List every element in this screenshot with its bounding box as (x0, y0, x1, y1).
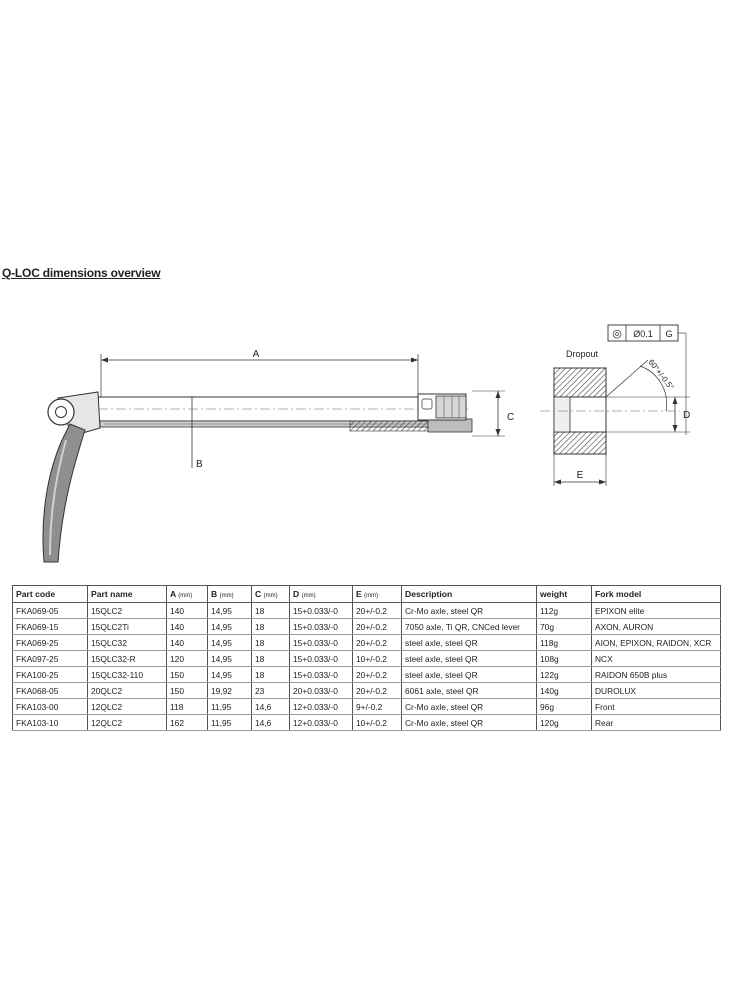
cell-e: 10+/-0.2 (353, 715, 402, 731)
cell-a: 120 (167, 651, 208, 667)
cell-c: 14,6 (252, 715, 290, 731)
concentricity-icon: ◎ (612, 328, 622, 340)
col-header-a: A (mm) (167, 586, 208, 603)
cell-description: Cr-Mo axle, steel QR (402, 603, 537, 619)
tolerance-frame (608, 325, 686, 435)
cell-d: 12+0.033/-0 (290, 699, 353, 715)
cell-description: Cr-Mo axle, steel QR (402, 715, 537, 731)
cell-description: steel axle, steel QR (402, 651, 537, 667)
cell-weight: 122g (537, 667, 592, 683)
cell-fork-model: DUROLUX (592, 683, 721, 699)
cell-d: 15+0.033/-0 (290, 635, 353, 651)
cell-description: steel axle, steel QR (402, 667, 537, 683)
col-header-part-name: Part name (88, 586, 167, 603)
cell-fork-model: RAIDON 650B plus (592, 667, 721, 683)
cell-part-name: 12QLC2 (88, 715, 167, 731)
cell-fork-model: EPIXON elite (592, 603, 721, 619)
cell-weight: 120g (537, 715, 592, 731)
dimension-e-label: E (576, 470, 584, 481)
table-row (13, 619, 721, 635)
cell-a: 140 (167, 635, 208, 651)
cell-fork-model: AXON, AURON (592, 619, 721, 635)
col-header-fork-model: Fork model (592, 586, 721, 603)
cell-c: 18 (252, 635, 290, 651)
cell-a: 140 (167, 603, 208, 619)
table-row (13, 651, 721, 667)
cell-fork-model: Front (592, 699, 721, 715)
cell-a: 150 (167, 667, 208, 683)
dropout-label: Dropout (566, 349, 599, 359)
cell-fork-model: Rear (592, 715, 721, 731)
cell-weight: 112g (537, 603, 592, 619)
cell-part-name: 15QLC32 (88, 635, 167, 651)
cell-part-name: 15QLC2Ti (88, 619, 167, 635)
col-header-d: D (mm) (290, 586, 353, 603)
cell-e: 20+/-0.2 (353, 683, 402, 699)
cell-weight: 96g (537, 699, 592, 715)
cell-c: 18 (252, 603, 290, 619)
svg-text:G: G (665, 329, 673, 339)
cell-e: 20+/-0.2 (353, 619, 402, 635)
cell-part-code: FKA100-25 (13, 667, 88, 683)
cell-description: steel axle, steel QR (402, 635, 537, 651)
cell-description: 7050 axle, Ti QR, CNCed lever (402, 619, 537, 635)
dimension-c-label: C (507, 412, 515, 423)
svg-text:Ø0.1: Ø0.1 (633, 329, 653, 339)
cell-b: 19,92 (208, 683, 252, 699)
cell-part-code: FKA069-05 (13, 603, 88, 619)
col-header-part-code: Part code (13, 586, 88, 603)
cell-part-code: FKA069-25 (13, 635, 88, 651)
table-row (13, 635, 721, 651)
table-row (13, 603, 721, 619)
table-row (13, 667, 721, 683)
table-row (13, 699, 721, 715)
cell-e: 20+/-0.2 (353, 635, 402, 651)
cell-a: 140 (167, 619, 208, 635)
col-header-e: E (mm) (353, 586, 402, 603)
cell-d: 15+0.033/-0 (290, 667, 353, 683)
cell-e: 20+/-0.2 (353, 603, 402, 619)
cell-e: 9+/-0.2 (353, 699, 402, 715)
cell-fork-model: AION, EPIXON, RAIDON, XCR (592, 635, 721, 651)
cell-a: 162 (167, 715, 208, 731)
cell-d: 15+0.033/-0 (290, 651, 353, 667)
cell-part-code: FKA103-10 (13, 715, 88, 731)
cell-part-name: 15QLC32-110 (88, 667, 167, 683)
cell-description: Cr-Mo axle, steel QR (402, 699, 537, 715)
table-header-row (13, 586, 721, 603)
dimensions-table (12, 585, 721, 731)
col-header-c: C (mm) (252, 586, 290, 603)
cell-weight: 118g (537, 635, 592, 651)
cell-c: 18 (252, 667, 290, 683)
page-title: Q-LOC dimensions overview (2, 266, 161, 280)
cell-b: 14,95 (208, 603, 252, 619)
cell-d: 15+0.033/-0 (290, 603, 353, 619)
cell-part-name: 15QLC2 (88, 603, 167, 619)
cell-c: 23 (252, 683, 290, 699)
cell-description: 6061 axle, steel QR (402, 683, 537, 699)
cell-part-name: 12QLC2 (88, 699, 167, 715)
cell-e: 20+/-0.2 (353, 667, 402, 683)
dropout-section (540, 325, 690, 486)
cell-b: 11,95 (208, 715, 252, 731)
cell-b: 11,95 (208, 699, 252, 715)
dimension-a-label: A (252, 349, 260, 360)
table-row (13, 683, 721, 699)
dimension-b-label: B (196, 459, 203, 470)
cell-d: 20+0.033/-0 (290, 683, 353, 699)
col-header-weight: weight (537, 586, 592, 603)
cell-weight: 108g (537, 651, 592, 667)
cell-b: 14,95 (208, 635, 252, 651)
cell-a: 150 (167, 683, 208, 699)
cell-b: 14,95 (208, 619, 252, 635)
col-header-description: Description (402, 586, 537, 603)
axle-drawing (43, 349, 514, 562)
technical-drawing (0, 300, 729, 590)
cell-c: 18 (252, 619, 290, 635)
cell-part-code: FKA068-05 (13, 683, 88, 699)
table-row (13, 715, 721, 731)
cell-part-name: 20QLC2 (88, 683, 167, 699)
cell-fork-model: NCX (592, 651, 721, 667)
cell-c: 14,6 (252, 699, 290, 715)
cell-part-code: FKA103-00 (13, 699, 88, 715)
cell-part-name: 15QLC32-R (88, 651, 167, 667)
cell-e: 10+/-0.2 (353, 651, 402, 667)
cell-c: 18 (252, 651, 290, 667)
cell-weight: 70g (537, 619, 592, 635)
cell-a: 118 (167, 699, 208, 715)
angle-label: 60°+/-0.5° (646, 357, 676, 392)
cell-d: 15+0.033/-0 (290, 619, 353, 635)
col-header-b: B (mm) (208, 586, 252, 603)
cell-d: 12+0.033/-0 (290, 715, 353, 731)
cell-weight: 140g (537, 683, 592, 699)
cell-b: 14,95 (208, 651, 252, 667)
cell-b: 14,95 (208, 667, 252, 683)
cell-part-code: FKA097-25 (13, 651, 88, 667)
dimension-d-label: D (683, 410, 691, 421)
cell-part-code: FKA069-15 (13, 619, 88, 635)
